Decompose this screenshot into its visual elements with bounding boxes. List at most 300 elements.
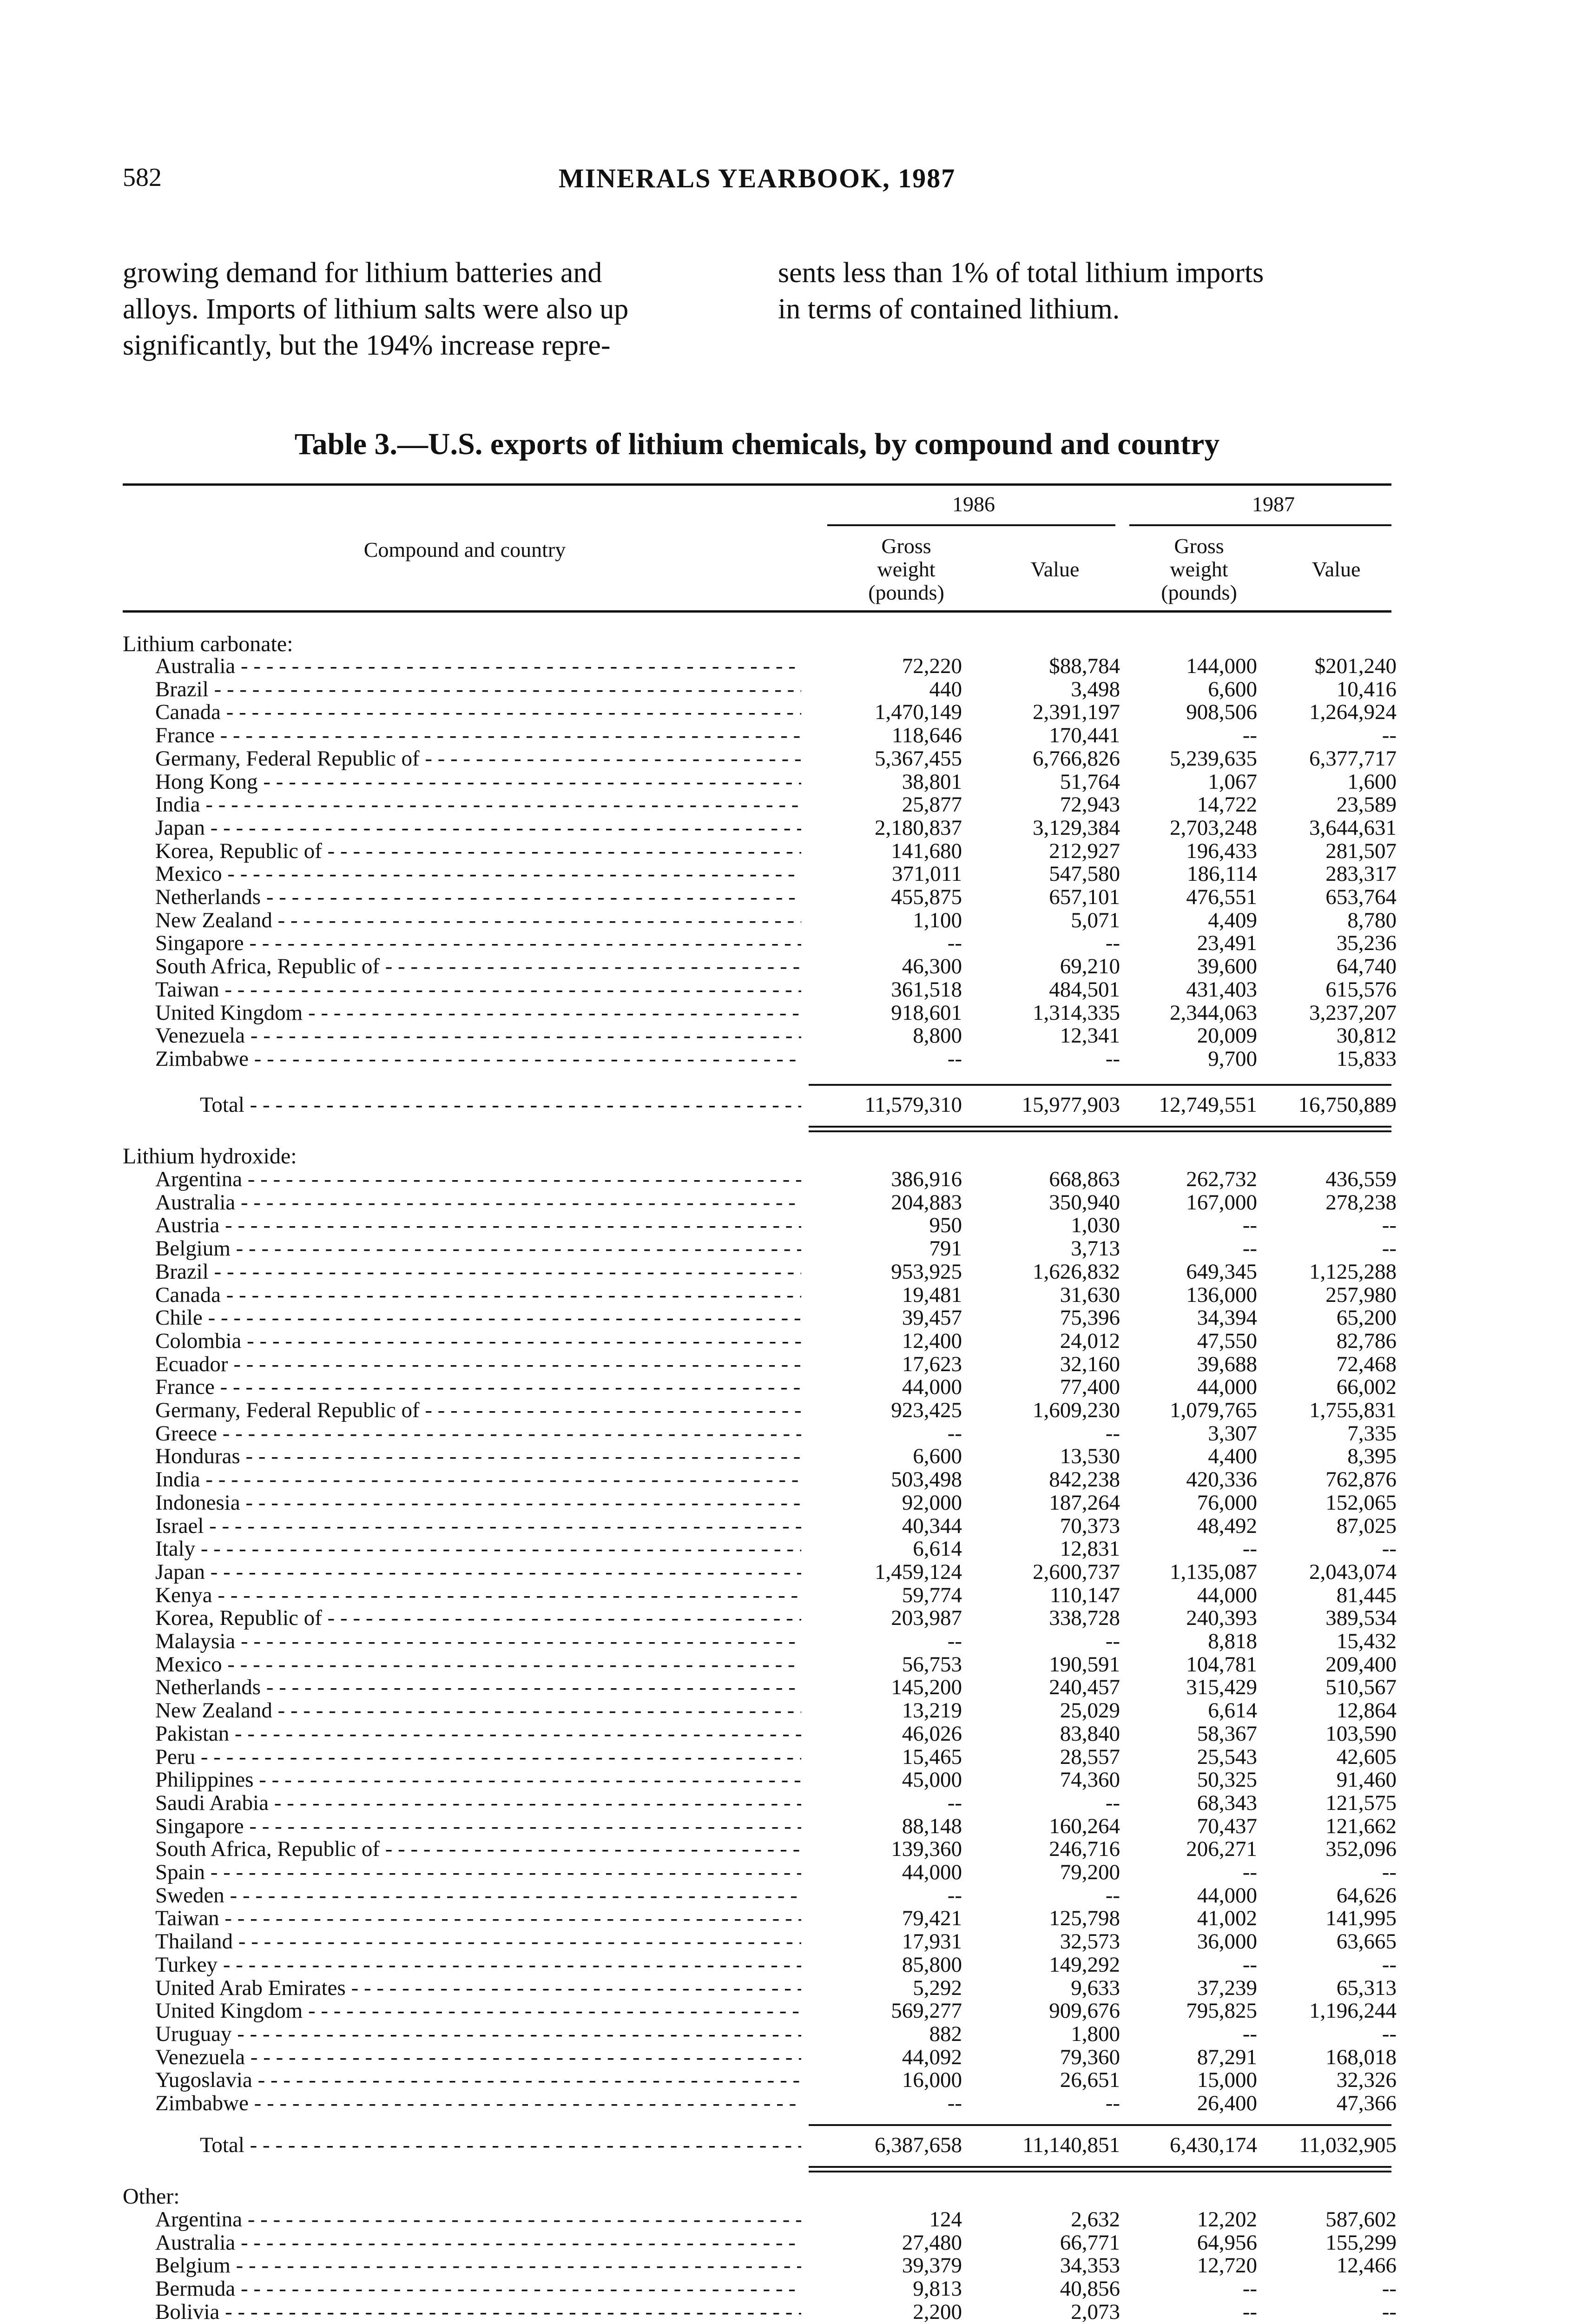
table-row	[0, 2022, 1595, 2046]
total-row	[0, 1093, 1595, 1116]
value-cell: --	[1105, 1629, 1120, 1653]
value-cell: --	[1382, 2277, 1397, 2301]
country-cell: Austria - - -	[155, 1214, 801, 1237]
value-cell: 85,800	[902, 1952, 962, 1977]
total-sum-rule	[809, 1084, 1391, 1086]
value-cell: 87,291	[1197, 2045, 1257, 2069]
total-double-rule	[809, 2166, 1391, 2168]
intro-line: sents less than 1% of total lithium imports	[778, 257, 1264, 289]
value-cell: 12,202	[1197, 2207, 1257, 2232]
value-cell: 25,029	[1060, 1698, 1120, 1723]
value-cell: 350,940	[1049, 1190, 1120, 1215]
value-cell: 1,314,335	[1033, 1000, 1120, 1025]
value-cell: 10,416	[1336, 677, 1397, 701]
value-cell: 5,367,455	[875, 746, 962, 771]
value-cell: 37,239	[1197, 1975, 1257, 2000]
value-cell: 79,360	[1060, 2045, 1120, 2069]
value-cell: 240,393	[1186, 1606, 1257, 1631]
country-cell: Sweden - - -	[155, 1884, 801, 1907]
value-cell: 64,956	[1197, 2230, 1257, 2255]
table-row	[0, 1722, 1595, 1745]
section-label: Lithium hydroxide:	[123, 1144, 297, 1169]
value-cell: 141,995	[1325, 1906, 1397, 1931]
value-cell: 1,459,124	[875, 1559, 962, 1584]
value-cell: 8,780	[1347, 908, 1397, 932]
table-row	[0, 1445, 1595, 1468]
value-cell: 882	[929, 2021, 962, 2046]
value-cell: 1,125,288	[1309, 1259, 1397, 1284]
value-cell: 283,317	[1325, 862, 1397, 886]
table-row	[0, 1791, 1595, 1815]
value-cell: 77,400	[1060, 1375, 1120, 1400]
value-cell: 196,433	[1186, 838, 1257, 863]
value-cell: --	[1105, 931, 1120, 956]
value-cell: 950	[929, 1213, 962, 1238]
country-cell: Singapore - - -	[155, 1815, 801, 1838]
value-cell: 9,700	[1208, 1046, 1257, 1071]
total-value-cell: 6,430,174	[1170, 2133, 1257, 2157]
value-cell: 25,543	[1197, 1744, 1257, 1769]
value-cell: 28,557	[1060, 1744, 1120, 1769]
country-cell: Colombia - - -	[155, 1329, 801, 1353]
value-cell: 23,589	[1336, 792, 1397, 817]
value-cell: --	[1242, 723, 1257, 748]
value-cell: 47,550	[1197, 1328, 1257, 1353]
value-cell: 2,180,837	[875, 815, 962, 840]
country-cell: Korea, Republic of - - -	[155, 1606, 801, 1630]
country-cell: Mexico - - -	[155, 862, 801, 885]
value-cell: 6,614	[1208, 1698, 1257, 1723]
country-cell: Canada - - -	[155, 1283, 801, 1307]
value-cell: 649,345	[1186, 1259, 1257, 1284]
table-row	[0, 1422, 1595, 1445]
value-cell: --	[1105, 2091, 1120, 2115]
value-cell: 170,441	[1049, 723, 1120, 748]
country-cell: Thailand - - -	[155, 1930, 801, 1953]
value-cell: 1,470,149	[875, 700, 962, 725]
country-cell: Kenya - - -	[155, 1584, 801, 1607]
value-cell: --	[947, 1629, 962, 1653]
value-cell: 7,335	[1347, 1421, 1397, 1446]
table-row	[0, 1953, 1595, 1976]
value-cell: 92,000	[902, 1490, 962, 1515]
table-row	[0, 1191, 1595, 1214]
country-cell: Turkey - - -	[155, 1953, 801, 1976]
country-cell: Taiwan - - -	[155, 1907, 801, 1930]
value-cell: 386,916	[891, 1167, 962, 1191]
table-row	[0, 1306, 1595, 1329]
country-cell: Malaysia - - -	[155, 1630, 801, 1653]
value-cell: 186,114	[1186, 862, 1257, 886]
total-value-cell: 11,579,310	[864, 1093, 962, 1117]
country-cell: Yugoslavia - - -	[155, 2068, 801, 2092]
table-row	[0, 1699, 1595, 1722]
value-cell: 1,135,087	[1170, 1559, 1257, 1584]
table-row	[0, 1024, 1595, 1047]
value-cell: 81,445	[1336, 1583, 1397, 1607]
value-cell: 12,864	[1336, 1698, 1397, 1723]
value-cell: 1,100	[913, 908, 962, 932]
value-cell: --	[1382, 2299, 1397, 2324]
value-cell: --	[1242, 1236, 1257, 1261]
value-cell: 88,148	[902, 1814, 962, 1838]
value-cell: 569,277	[891, 1999, 962, 2023]
year-1987-label: 1987	[1252, 492, 1295, 516]
year-1987-rule	[1129, 524, 1391, 526]
value-cell: 39,600	[1197, 954, 1257, 979]
gross-weight-1987-header: Gross weight (pounds)	[1161, 534, 1237, 604]
value-cell: 23,491	[1197, 931, 1257, 956]
value-cell: 76,000	[1197, 1490, 1257, 1515]
value-cell: 12,466	[1336, 2253, 1397, 2278]
table-row	[0, 909, 1595, 932]
value-cell: 371,011	[891, 862, 962, 886]
value-cell: --	[1382, 1952, 1397, 1977]
value-cell: 32,573	[1060, 1929, 1120, 1954]
value-cell: 3,498	[1071, 677, 1120, 701]
value-cell: --	[1242, 2277, 1257, 2301]
value-cell: 121,575	[1325, 1790, 1397, 1815]
country-cell: Venezuela - - -	[155, 1024, 801, 1047]
value-cell: 59,774	[902, 1583, 962, 1607]
table-row	[0, 793, 1595, 816]
value-cell: 908,506	[1186, 700, 1257, 725]
value-cell: 923,425	[891, 1398, 962, 1422]
table-row	[0, 700, 1595, 724]
value-cell: 842,238	[1049, 1467, 1120, 1492]
value-cell: 13,219	[902, 1698, 962, 1723]
value-cell: --	[1382, 1236, 1397, 1261]
value-cell: 82,786	[1336, 1328, 1397, 1353]
country-cell: India - - -	[155, 1468, 801, 1491]
table-row	[0, 1930, 1595, 1953]
table-row	[0, 724, 1595, 747]
total-double-rule	[809, 1126, 1391, 1128]
value-cell: 455,875	[891, 885, 962, 909]
year-1986-label: 1986	[952, 492, 995, 516]
value-cell: 31,630	[1060, 1282, 1120, 1307]
value-cell: --	[947, 2091, 962, 2115]
country-cell: Israel - - -	[155, 1514, 801, 1538]
value-cell: 48,492	[1197, 1513, 1257, 1538]
value-cell: 1,030	[1071, 1213, 1120, 1238]
country-cell: Zimbabwe - - -	[155, 1047, 801, 1070]
intro-line: in terms of contained lithium.	[778, 293, 1120, 325]
value-cell: 25,877	[902, 792, 962, 817]
compound-country-header: Compound and country	[363, 538, 566, 561]
value-cell: 3,129,384	[1033, 815, 1120, 840]
intro-right-column	[778, 255, 1396, 327]
country-cell: United Arab Emirates - - -	[155, 1976, 801, 2000]
value-cell: 17,623	[902, 1352, 962, 1376]
table-row	[0, 1584, 1595, 1607]
country-cell: Singapore - - -	[155, 931, 801, 955]
value-cell: 24,012	[1060, 1328, 1120, 1353]
value-cell: 440	[929, 677, 962, 701]
value-1987-header: Value	[1312, 557, 1361, 581]
table-row	[0, 978, 1595, 1001]
table-row	[0, 1768, 1595, 1791]
value-cell: 141,680	[891, 838, 962, 863]
country-cell: Australia - - -	[155, 2231, 801, 2254]
table-row	[0, 1976, 1595, 2000]
value-cell: 918,601	[891, 1000, 962, 1025]
value-cell: 204,883	[891, 1190, 962, 1215]
country-cell: France - - -	[155, 1375, 801, 1399]
value-cell: --	[947, 1883, 962, 1908]
country-cell: New Zealand - - -	[155, 1699, 801, 1722]
value-cell: 46,026	[902, 1721, 962, 1746]
value-cell: 476,551	[1186, 885, 1257, 909]
value-cell: 64,740	[1336, 954, 1397, 979]
page-number: 582	[123, 163, 162, 192]
country-cell: Venezuela - - -	[155, 2046, 801, 2069]
table-row	[0, 654, 1595, 678]
value-cell: 19,481	[902, 1282, 962, 1307]
value-cell: 34,353	[1060, 2253, 1120, 2278]
value-cell: 1,196,244	[1309, 1999, 1397, 2023]
country-cell: South Africa, Republic of - - -	[155, 1837, 801, 1861]
value-cell: 762,876	[1325, 1467, 1397, 1492]
table-row	[0, 747, 1595, 770]
value-cell: 1,609,230	[1033, 1398, 1120, 1422]
value-cell: 352,096	[1325, 1837, 1397, 1862]
country-cell: New Zealand - - -	[155, 909, 801, 932]
value-cell: 13,530	[1060, 1444, 1120, 1469]
total-label: Total - - -	[200, 2133, 801, 2157]
value-cell: 125,798	[1049, 1906, 1120, 1931]
value-cell: 155,299	[1325, 2230, 1397, 2255]
value-cell: 41,002	[1197, 1906, 1257, 1931]
value-cell: 110,147	[1049, 1583, 1120, 1607]
value-cell: 1,755,831	[1309, 1398, 1397, 1422]
value-cell: 104,781	[1186, 1652, 1257, 1677]
value-cell: 15,465	[902, 1744, 962, 1769]
value-cell: 212,927	[1049, 838, 1120, 863]
value-cell: 136,000	[1186, 1282, 1257, 1307]
value-cell: 547,580	[1049, 862, 1120, 886]
country-cell: Chile - - -	[155, 1306, 801, 1329]
value-cell: 145,200	[891, 1675, 962, 1700]
value-cell: 74,360	[1060, 1768, 1120, 1792]
value-cell: 16,000	[902, 2068, 962, 2093]
country-cell: Brazil - - -	[155, 678, 801, 701]
value-cell: 149,292	[1049, 1952, 1120, 1977]
country-cell: Greece - - -	[155, 1422, 801, 1445]
value-cell: 47,366	[1336, 2091, 1397, 2115]
value-cell: 431,403	[1186, 977, 1257, 1002]
value-cell: 15,833	[1336, 1046, 1397, 1071]
value-cell: --	[947, 1790, 962, 1815]
table-row	[0, 1514, 1595, 1538]
value-cell: 50,325	[1197, 1768, 1257, 1792]
value-cell: --	[947, 931, 962, 956]
country-cell: Zimbabwe - - -	[155, 2092, 801, 2115]
table-row	[0, 931, 1595, 955]
value-cell: 65,200	[1336, 1306, 1397, 1330]
total-value-cell: 11,032,905	[1299, 2133, 1397, 2157]
value-cell: 909,676	[1049, 1999, 1120, 2023]
table-row	[0, 816, 1595, 839]
table-row	[0, 2046, 1595, 2069]
value-cell: 1,626,832	[1033, 1259, 1120, 1284]
country-cell: Korea, Republic of - - -	[155, 839, 801, 863]
running-title: MINERALS YEARBOOK, 1987	[558, 163, 956, 193]
value-cell: 9,813	[913, 2277, 962, 2301]
value-cell: 2,391,197	[1033, 700, 1120, 725]
value-cell: 35,236	[1336, 931, 1397, 956]
table-row	[0, 1560, 1595, 1584]
value-cell: 2,632	[1071, 2207, 1120, 2232]
value-cell: 44,000	[1197, 1583, 1257, 1607]
table-row	[0, 1047, 1595, 1070]
value-cell: 39,457	[902, 1306, 962, 1330]
value-cell: 615,576	[1325, 977, 1397, 1002]
table-row	[0, 2277, 1595, 2300]
country-cell: France - - -	[155, 724, 801, 747]
table-row	[0, 1260, 1595, 1283]
value-cell: --	[1382, 1537, 1397, 1561]
table-row	[0, 1283, 1595, 1307]
table-row	[0, 1468, 1595, 1491]
country-cell: Bermuda - - -	[155, 2277, 801, 2300]
table-row	[0, 839, 1595, 863]
table-row	[0, 2300, 1595, 2324]
value-cell: 87,025	[1336, 1513, 1397, 1538]
value-cell: 791	[929, 1236, 962, 1261]
value-cell: 3,713	[1071, 1236, 1120, 1261]
value-cell: 167,000	[1186, 1190, 1257, 1215]
value-cell: 26,400	[1197, 2091, 1257, 2115]
value-cell: --	[947, 1046, 962, 1071]
table-row	[0, 1630, 1595, 1653]
value-cell: 2,344,063	[1170, 1000, 1257, 1025]
value-cell: 1,800	[1071, 2021, 1120, 2046]
value-cell: 389,534	[1325, 1606, 1397, 1631]
value-cell: 278,238	[1325, 1190, 1397, 1215]
value-cell: 144,000	[1186, 654, 1257, 678]
value-cell: 66,771	[1060, 2230, 1120, 2255]
country-cell: United Kingdom - - -	[155, 1999, 801, 2022]
value-cell: --	[947, 1421, 962, 1446]
table-row	[0, 2092, 1595, 2115]
value-cell: $88,784	[1049, 654, 1120, 678]
value-cell: 14,722	[1197, 792, 1257, 817]
table-row	[0, 1237, 1595, 1260]
value-cell: 12,400	[902, 1328, 962, 1353]
value-cell: 1,067	[1208, 769, 1257, 794]
country-cell: Netherlands - - -	[155, 885, 801, 909]
table-row	[0, 1375, 1595, 1399]
value-cell: 9,633	[1071, 1975, 1120, 2000]
value-cell: 72,220	[902, 654, 962, 678]
table-row	[0, 1329, 1595, 1353]
value-cell: 484,501	[1049, 977, 1120, 1002]
country-cell: Germany, Federal Republic of - - -	[155, 747, 801, 770]
value-cell: 6,600	[1208, 677, 1257, 701]
value-cell: 75,396	[1060, 1306, 1120, 1330]
country-cell: Japan - - -	[155, 816, 801, 839]
value-cell: 15,000	[1197, 2068, 1257, 2093]
table-row	[0, 1168, 1595, 1191]
value-cell: 68,343	[1197, 1790, 1257, 1815]
table-row	[0, 1907, 1595, 1930]
country-cell: Taiwan - - -	[155, 978, 801, 1001]
value-cell: --	[1242, 2021, 1257, 2046]
value-cell: 36,000	[1197, 1929, 1257, 1954]
intro-left-column	[123, 255, 741, 363]
table-row	[0, 2208, 1595, 2231]
header-bottom-rule	[123, 610, 1391, 613]
table-row	[0, 955, 1595, 978]
value-cell: 653,764	[1325, 885, 1397, 909]
value-cell: 26,651	[1060, 2068, 1120, 2093]
value-cell: 42,605	[1336, 1744, 1397, 1769]
country-cell: Germany, Federal Republic of - - -	[155, 1399, 801, 1422]
value-cell: 1,264,924	[1309, 700, 1397, 725]
country-cell: Spain - - -	[155, 1861, 801, 1884]
value-cell: --	[1242, 1952, 1257, 1977]
value-cell: 15,432	[1336, 1629, 1397, 1653]
value-cell: 27,480	[902, 2230, 962, 2255]
value-cell: 240,457	[1049, 1675, 1120, 1700]
value-cell: --	[1105, 1883, 1120, 1908]
value-cell: $201,240	[1314, 654, 1397, 678]
value-cell: 420,336	[1186, 1467, 1257, 1492]
value-cell: --	[1105, 1046, 1120, 1071]
table-row	[0, 1353, 1595, 1376]
value-cell: --	[1242, 2299, 1257, 2324]
country-cell: Indonesia - - -	[155, 1491, 801, 1514]
total-value-cell: 12,749,551	[1159, 1093, 1257, 1117]
value-cell: 361,518	[891, 977, 962, 1002]
value-cell: 39,688	[1197, 1352, 1257, 1376]
value-cell: 72,943	[1060, 792, 1120, 817]
value-cell: 2,073	[1071, 2299, 1120, 2324]
country-cell: Peru - - -	[155, 1745, 801, 1769]
value-cell: 503,498	[891, 1467, 962, 1492]
table-row	[0, 1653, 1595, 1676]
value-cell: 64,626	[1336, 1883, 1397, 1908]
value-cell: 203,987	[891, 1606, 962, 1631]
table-row	[0, 1815, 1595, 1838]
table-top-rule	[123, 483, 1391, 486]
country-cell: Argentina - - -	[155, 2208, 801, 2231]
value-cell: 34,394	[1197, 1306, 1257, 1330]
value-cell: 246,716	[1049, 1837, 1120, 1862]
value-cell: 209,400	[1325, 1652, 1397, 1677]
value-cell: 12,831	[1060, 1537, 1120, 1561]
table-row	[0, 1861, 1595, 1884]
value-cell: 152,065	[1325, 1490, 1397, 1515]
value-cell: --	[1382, 2021, 1397, 2046]
value-cell: 20,009	[1197, 1023, 1257, 1048]
value-cell: 91,460	[1336, 1768, 1397, 1792]
table-row	[0, 2231, 1595, 2254]
value-cell: 187,264	[1049, 1490, 1120, 1515]
table-row	[0, 1399, 1595, 1422]
table-row	[0, 678, 1595, 701]
country-cell: Bolivia - - -	[155, 2300, 801, 2324]
value-cell: 103,590	[1325, 1721, 1397, 1746]
value-cell: 66,002	[1336, 1375, 1397, 1400]
value-cell: 79,421	[902, 1906, 962, 1931]
value-cell: 668,863	[1049, 1167, 1120, 1191]
country-cell: Uruguay - - -	[155, 2022, 801, 2046]
value-cell: 6,377,717	[1309, 746, 1397, 771]
value-cell: 79,200	[1060, 1860, 1120, 1884]
intro-line: significantly, but the 194% increase repre-	[123, 330, 611, 361]
